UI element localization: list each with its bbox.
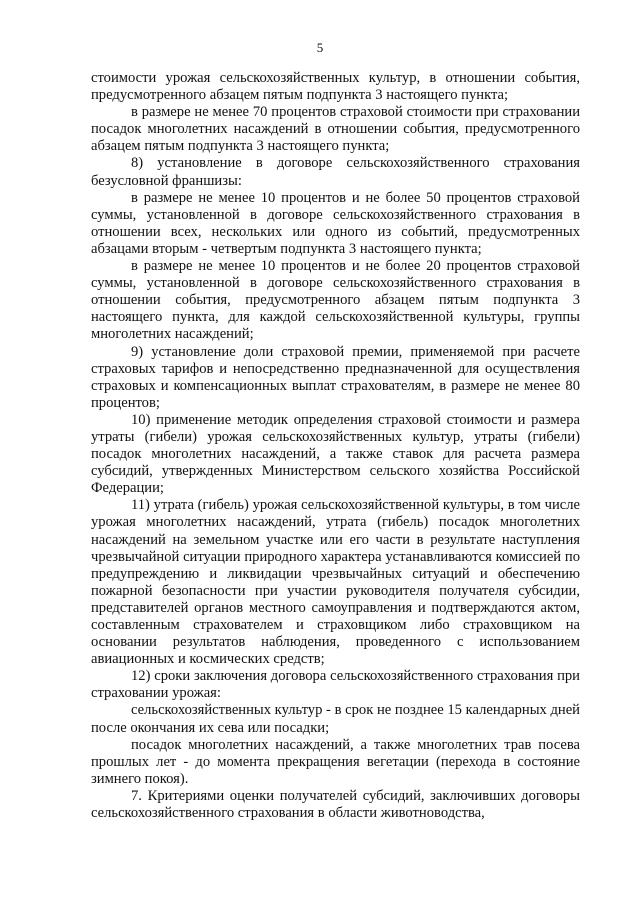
paragraph: в размере не менее 10 процентов и не более 50 процентов страховой суммы, установленной в договоре сельскохозяйственного страхования в отношении всех, нескольких или одного из событий, предусмотренных абзацами вторым - четвертым подпункта 3 настоящего пункта;	[91, 189, 580, 257]
paragraph: сельскохозяйственных культур - в срок не позднее 15 календарных дней после окончания их сева или посадки;	[91, 702, 580, 736]
paragraph: 10) применение методик определения страховой стоимости и размера утраты (гибели) урожая сельскохозяйственных культур, утраты (гибели) посадок многолетних насаждений, а также ставок для расчета размера субсидий, утвержденных Министерством сельского хозяйства Российской Федерации;	[91, 411, 580, 497]
paragraph: 9) установление доли страховой премии, применяемой при расчете страховых тарифов и непосредственно предназначенной для осуществления страховых и компенсационных выплат страхователям, в размере не менее 80 процентов;	[91, 343, 580, 411]
document-body	[91, 70, 580, 822]
paragraph: в размере не менее 70 процентов страховой стоимости при страховании посадок многолетних насаждений в отношении события, предусмотренного абзацем пятым подпункта 3 настоящего пункта;	[91, 104, 580, 155]
paragraph: стоимости урожая сельскохозяйственных культур, в отношении события, предусмотренного абзацем пятым подпункта 3 настоящего пункта;	[91, 70, 580, 104]
page-number: 5	[316, 40, 324, 55]
paragraph: 7. Критериями оценки получателей субсидий, заключивших договоры сельскохозяйственного страхования в области животноводства,	[91, 787, 580, 822]
paragraph: 11) утрата (гибель) урожая сельскохозяйственной культуры, в том числе урожая многолетних насаждений, утрата (гибель) посадок многолетних насаждений на земельном участке или его части в результате наступления чрезвычайной ситуации природного характера устанавливаются комиссией по предупреждению и ликвидации чрезвычайных ситуаций и обеспечению пожарной безопасности при участии руководителя получателя субсидии, представителей органов местного самоуправления и подтверждаются актом, составленным страхователем и страховщиком либо страховщиком на основании результатов наблюдения, проведенного с использованием авиационных и космических средств;	[91, 497, 580, 668]
paragraph: посадок многолетних насаждений, а также многолетних трав посева прошлых лет - до момента прекращения вегетации (перехода в состояние зимнего покоя).	[91, 736, 580, 787]
paragraph: в размере не менее 10 процентов и не более 20 процентов страховой суммы, установленной в договоре сельскохозяйственного страхования в отношении события, предусмотренного абзацем пятым подпункта 3 настоящего пункта, для каждой сельскохозяйственной культуры, группы многолетних насаждений;	[91, 258, 580, 343]
paragraph: 12) сроки заключения договора сельскохозяйственного страхования при страховании урожая:	[91, 668, 580, 702]
paragraph: 8) установление в договоре сельскохозяйственного страхования безусловной франшизы:	[91, 155, 580, 189]
